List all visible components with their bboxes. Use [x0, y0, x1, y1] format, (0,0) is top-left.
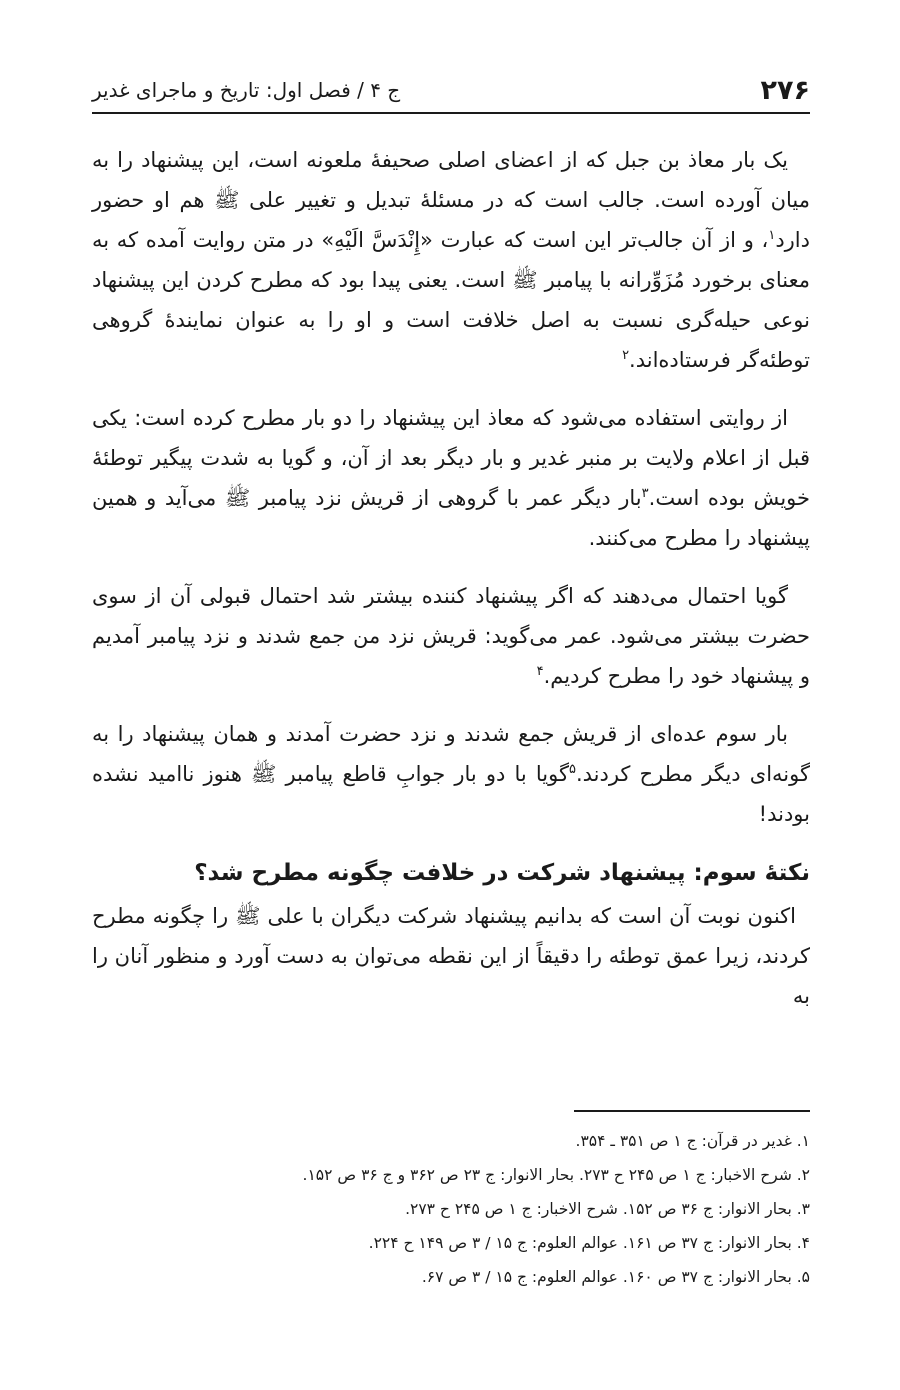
footnote-divider [574, 1110, 810, 1112]
footnote-3: ۳. بحار الانوار: ج ۳۶ ص ۱۵۲. شرح الاخبار: ج ۱ ص ۲۴۵ ح ۲۷۳. [405, 1200, 810, 1218]
footnotes [92, 1124, 810, 1294]
book-page [92, 0, 810, 1390]
paragraph-2: از روایتی استفاده می‌شود که معاذ این پیشنهاد را دو بار مطرح کرده است: یکی قبل از اعلام ولایت بر منبر غدیر و بار دیگر بعد از آن، و گویا به شدت پیگیر توطئهٔ خویش بوده است.$^۳$بار دیگر عمر با گروهی از قریش نزد پیامبر ﷺ می‌آید و همین پیشنهاد را مطرح می‌کنند. [92, 406, 810, 550]
paragraph-3: گویا احتمال می‌دهند که اگر پیشنهاد کننده بیشتر شد احتمال قبولی آن از سوی حضرت بیشتر می‌شود. عمر می‌گوید: قریش نزد من جمع شدند و نزد پیامبر آمدیم و پیشنهاد خود را مطرح کردیم.$^۴$ [92, 584, 810, 688]
main-text [92, 140, 810, 1034]
footnote-ref-4: ۴ [536, 664, 544, 679]
footnote-ref-1: ۱ [768, 228, 776, 243]
footnote-4: ۴. بحار الانوار: ج ۳۷ ص ۱۶۱. عوالم العلوم: ج ۱۵ / ۳ ص ۱۴۹ ح ۲۲۴. [368, 1234, 810, 1252]
page-number: ۲۷۶ [760, 74, 810, 106]
footnote-ref-2: ۲ [622, 348, 630, 363]
footnote-ref-3: ۳ [641, 486, 649, 501]
paragraph-4: بار سوم عده‌ای از قریش جمع شدند و نزد حضرت آمدند و همان پیشنهاد را به گونه‌ای دیگر مطرح کردند.$^۵$گویا با دو بار جوابِ قاطع پیامبر ﷺ هنوز ناامید نشده بودند! [92, 722, 810, 826]
section-paragraph: اکنون نوبت آن است که بدانیم پیشنهاد شرکت دیگران با علی ﷺ را چگونه مطرح کردند، زیرا عمق توطئه را دقیقاً از این نقطه می‌توان به دست آورد و منظور آنان را به [92, 904, 810, 1008]
footnote-1: ۱. غدیر در قرآن: ج ۱ ص ۳۵۱ ـ ۳۵۴. [575, 1132, 810, 1150]
running-title: ج ۴ / فصل اول: تاریخ و ماجرای غدیر [92, 78, 401, 102]
footnote-ref-5: ۵ [568, 762, 576, 777]
footnote-5: ۵. بحار الانوار: ج ۳۷ ص ۱۶۰. عوالم العلوم: ج ۱۵ / ۳ ص ۶۷. [421, 1268, 810, 1286]
page-header [92, 68, 810, 114]
paragraph-1: یک بار معاذ بن جبل که از اعضای اصلی صحیفهٔ ملعونه است، این پیشنهاد را به میان آورده است. جالب است که در مسئلهٔ تبدیل و تغییر علی ﷺ هم او حضور دارد$^۱$، و از آن جالب‌تر این است که عبارت «إِنْدَسَّ الَیْهِ» در متن روایت آمده که به معنای برخورد مُزَوِّرانه با پیامبر ﷺ است. یعنی پیدا بود که مطرح کردن این پیشنهاد نوعی حیله‌گری نسبت به اصل خلافت است و او را به عنوان نمایندهٔ گروهی توطئه‌گر فرستاده‌اند.$^۲$ [92, 148, 810, 372]
footnote-2: ۲. شرح الاخبار: ج ۱ ص ۲۴۵ ح ۲۷۳. بحار الانوار: ج ۲۳ ص ۳۶۲ و ج ۳۶ ص ۱۵۲. [302, 1166, 810, 1184]
section-heading: نکتهٔ سوم: پیشنهاد شرکت در خلافت چگونه مطرح شد؟ [194, 860, 810, 886]
